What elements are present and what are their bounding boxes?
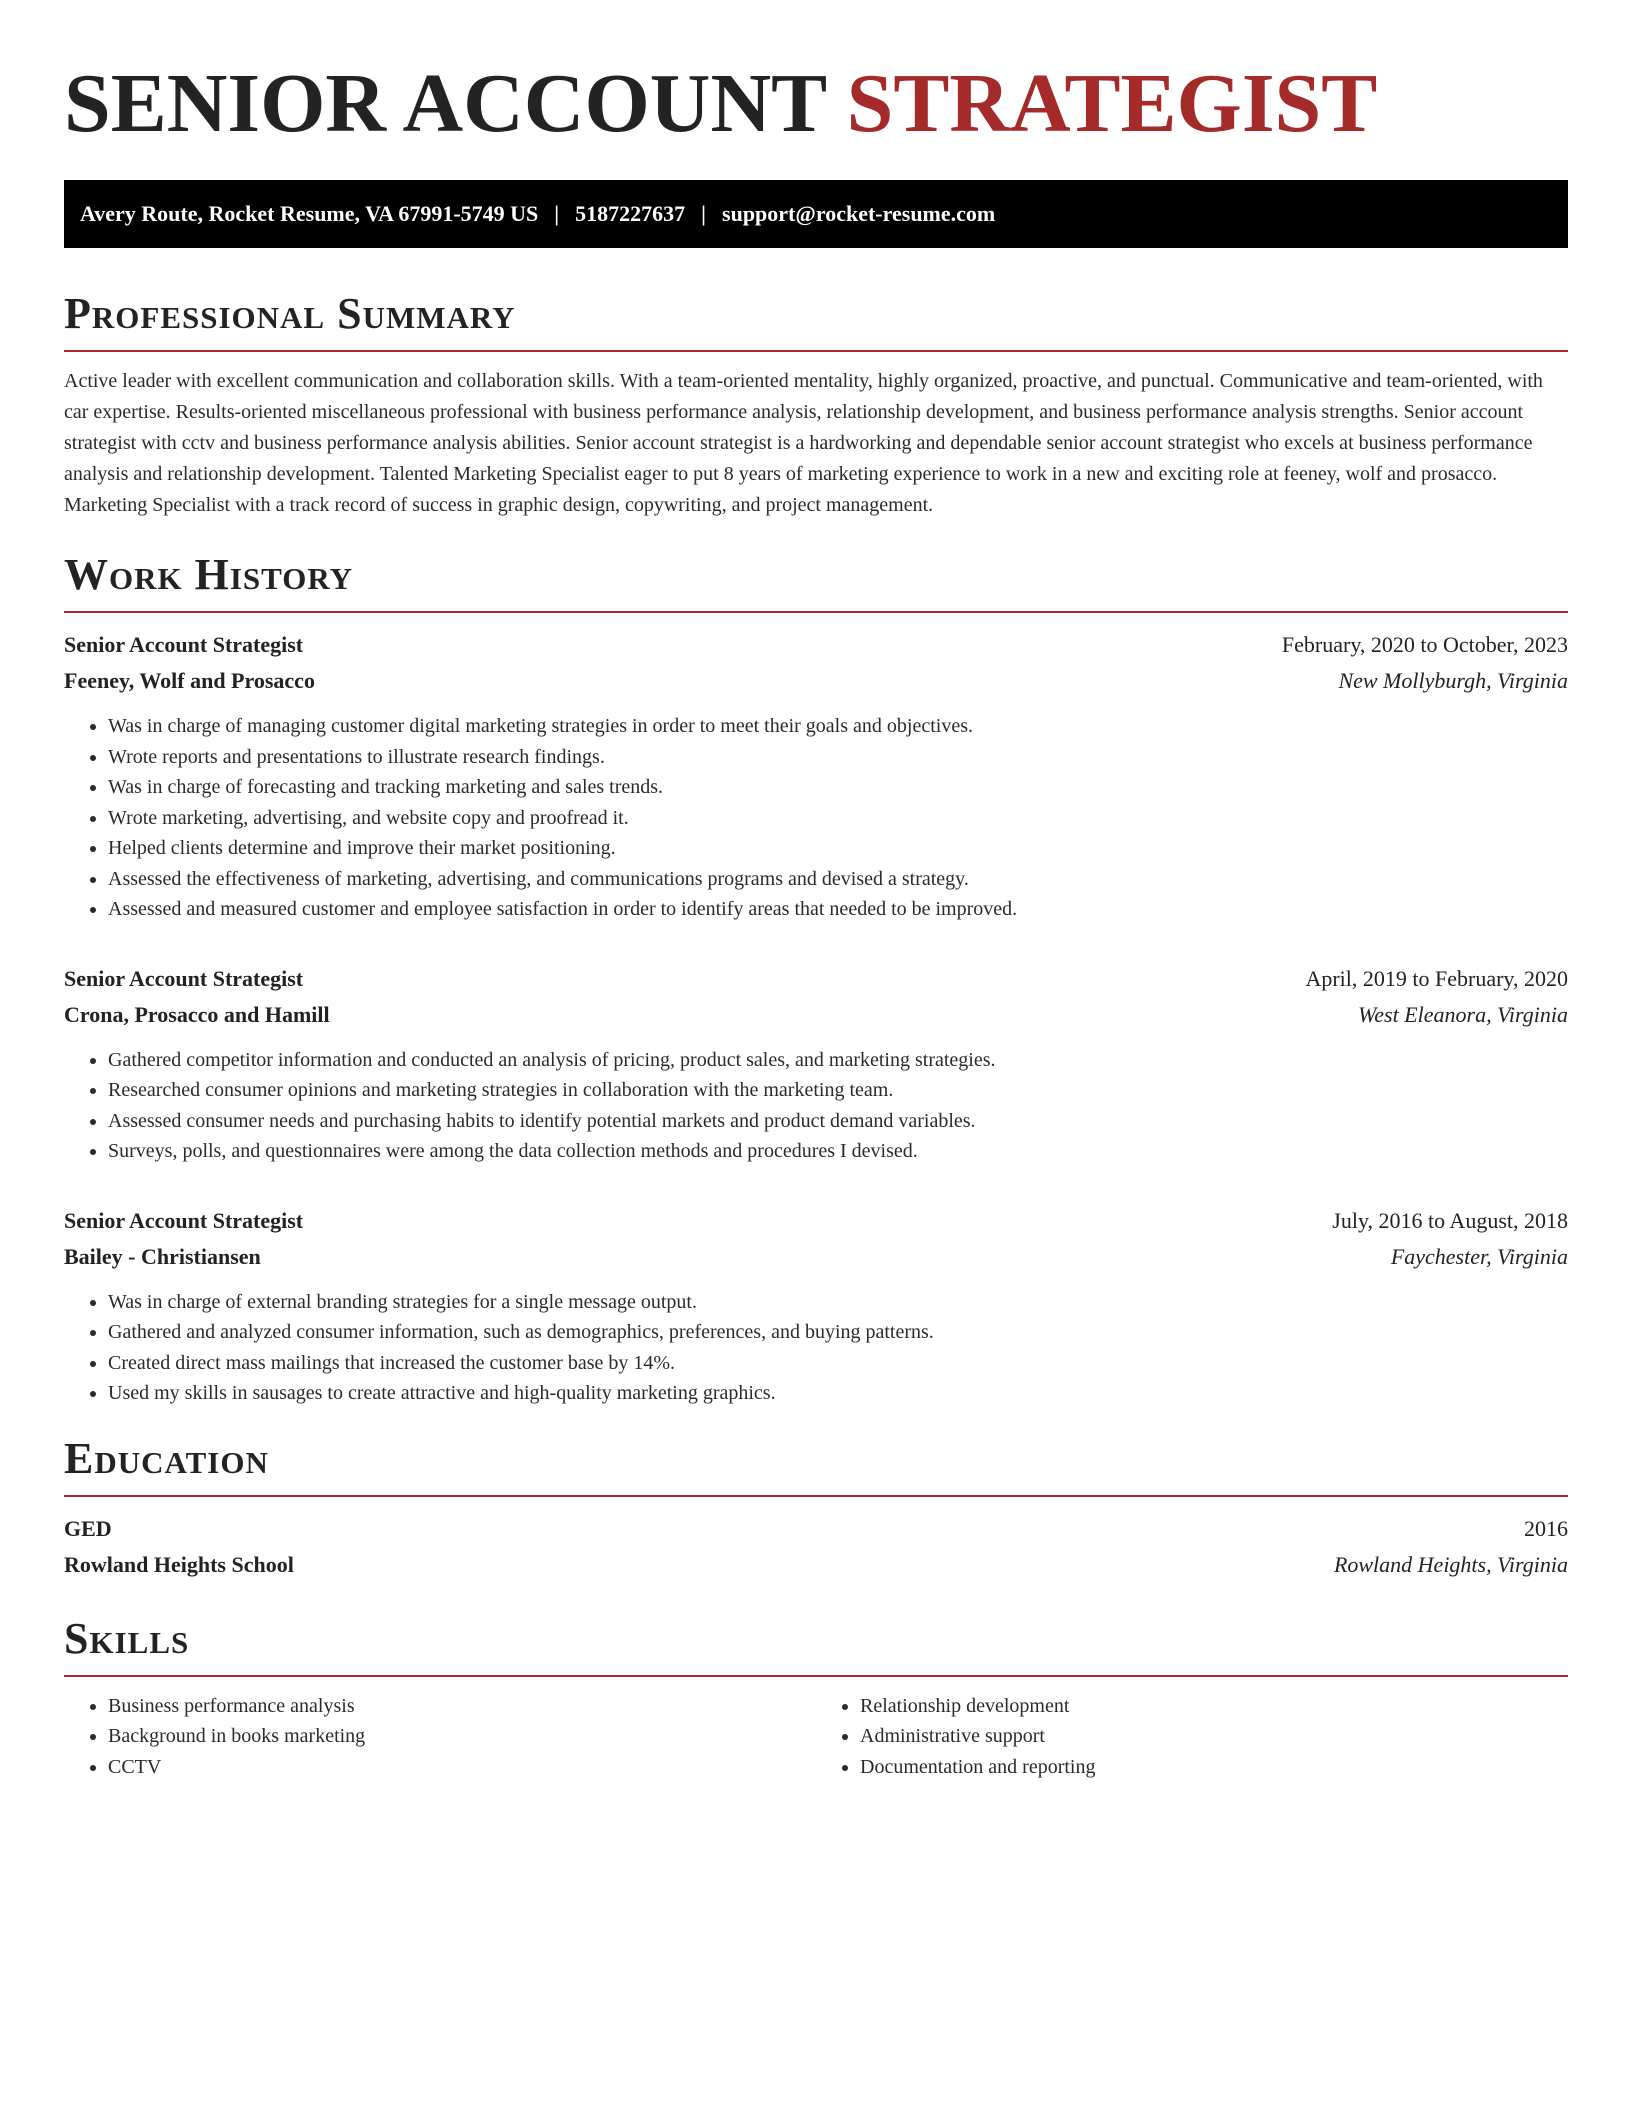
job-dates: April, 2019 to February, 2020 (1305, 965, 1568, 991)
job-bullet: • Was in charge of forecasting and tracking marketing and sales trends. (108, 772, 1568, 803)
education-school-row (64, 1547, 1568, 1583)
skill-item: • CCTV (108, 1752, 816, 1783)
job-bullet: • Helped clients determine and improve their market positioning. (108, 833, 1568, 864)
section-divider (64, 1675, 1568, 1677)
job-company: Bailey - Christiansen (64, 1243, 261, 1269)
job-header-row (64, 1203, 1568, 1239)
job-bullet: • Assessed the effectiveness of marketing, advertising, and communications programs and devised a strategy. (108, 864, 1568, 895)
job-role: Senior Account Strategist (64, 632, 304, 657)
summary-section (64, 288, 1568, 521)
contact-phone: 5187227637 (575, 201, 686, 226)
education-entry (64, 1511, 1568, 1583)
job-company-row (64, 1239, 1568, 1275)
work-history-section (64, 549, 1568, 1409)
job-bullets (64, 711, 1568, 925)
job-bullet: • Assessed and measured customer and employee satisfaction in order to identify areas that needed to be improved. (108, 894, 1568, 925)
skill-item: • Documentation and reporting (860, 1752, 1568, 1783)
job-bullet: • Created direct mass mailings that increased the customer base by 14%. (108, 1348, 1568, 1379)
education-location: Rowland Heights, Virginia (1333, 1551, 1568, 1577)
education-year: 2016 (1524, 1515, 1568, 1541)
education-section (64, 1433, 1568, 1583)
job-bullet: • Wrote reports and presentations to illustrate research findings. (108, 742, 1568, 773)
job-company: Feeney, Wolf and Prosacco (64, 668, 315, 693)
job-entry (64, 1203, 1568, 1409)
skill-item: • Relationship development (860, 1691, 1568, 1722)
resume-title (64, 56, 1568, 152)
skills-list (64, 1691, 816, 1783)
job-bullet: • Used my skills in sausages to create attractive and high-quality marketing graphics. (108, 1378, 1568, 1409)
job-dates: July, 2016 to August, 2018 (1332, 1207, 1568, 1233)
job-role: Senior Account Strategist (64, 1207, 304, 1233)
contact-address: Avery Route, Rocket Resume, VA 67991-5749 US (80, 201, 539, 226)
job-location: Faychester, Virginia (1390, 1243, 1568, 1269)
job-location: New Mollyburgh, Virginia (1338, 668, 1568, 693)
section-divider (64, 350, 1568, 352)
skills-grid (64, 1691, 1568, 1783)
resume-title-main: SENIOR ACCOUNT (64, 57, 847, 150)
job-bullet: • Assessed consumer needs and purchasing habits to identify potential markets and product demand variables. (108, 1106, 1568, 1137)
job-company-row (64, 997, 1568, 1033)
education-header-row (64, 1511, 1568, 1547)
job-company: Crona, Prosacco and Hamill (64, 1001, 330, 1027)
job-bullet: • Surveys, polls, and questionnaires were among the data collection methods and procedures I devised. (108, 1136, 1568, 1167)
job-entry (64, 627, 1568, 925)
job-bullet: • Gathered competitor information and conducted an analysis of pricing, product sales, and marketing strategies. (108, 1045, 1568, 1076)
contact-bar (64, 180, 1568, 248)
skills-list (816, 1691, 1568, 1783)
job-bullets (64, 1287, 1568, 1409)
job-company-row (64, 663, 1568, 699)
job-location: West Eleanora, Virginia (1357, 1001, 1568, 1027)
education-school: Rowland Heights School (64, 1551, 294, 1577)
contact-email: support@rocket-resume.com (722, 201, 996, 226)
summary-text: Active leader with excellent communication and collaboration skills. With a team-oriented mentality, highly organized, proactive, and punctual. Communicative and team-oriented, with car expertise. Results-oriented miscellaneous professional with business performance analysis, relationship development, and business performance analysis strengths. Senior account strategist with cctv and business performance analysis abilities. Senior account strategist is a hardworking and dependable senior account strategist who excels at business performance analysis and relationship development. Talented Marketing Specialist eager to put 8 years of marketing experience to work in a new and exciting role at feeney, wolf and prosacco. Marketing Specialist with a track record of success in graphic design, copywriting, and project management. (64, 370, 1543, 516)
job-dates: February, 2020 to October, 2023 (1281, 632, 1568, 657)
education-degree: GED (64, 1515, 112, 1541)
contact-separator: | (554, 201, 560, 226)
job-header-row (64, 961, 1568, 997)
skill-item: • Business performance analysis (108, 1691, 816, 1722)
work-history-heading: Work History (64, 550, 354, 599)
skills-section (64, 1613, 1568, 1783)
education-heading: Education (64, 1433, 269, 1483)
job-bullet: • Was in charge of managing customer digital marketing strategies in order to meet their goals and objectives. (108, 711, 1568, 742)
job-bullets (64, 1045, 1568, 1167)
job-bullet: • Gathered and analyzed consumer information, such as demographics, preferences, and buying patterns. (108, 1317, 1568, 1348)
job-bullet: • Was in charge of external branding strategies for a single message output. (108, 1287, 1568, 1318)
skills-column-right (816, 1691, 1568, 1783)
skills-column-left (64, 1691, 816, 1783)
job-role: Senior Account Strategist (64, 965, 304, 991)
job-bullet: • Wrote marketing, advertising, and website copy and proofread it. (108, 803, 1568, 834)
contact-separator: | (701, 201, 707, 226)
skills-heading: Skills (64, 1613, 190, 1663)
summary-heading: Professional Summary (64, 289, 516, 338)
job-entry (64, 961, 1568, 1167)
skill-item: • Administrative support (860, 1721, 1568, 1752)
section-divider (64, 1495, 1568, 1497)
job-bullet: • Researched consumer opinions and marketing strategies in collaboration with the marketing team. (108, 1075, 1568, 1106)
resume-title-accent: STRATEGIST (846, 57, 1378, 150)
job-header-row (64, 627, 1568, 663)
section-divider (64, 611, 1568, 613)
skill-item: • Background in books marketing (108, 1721, 816, 1752)
